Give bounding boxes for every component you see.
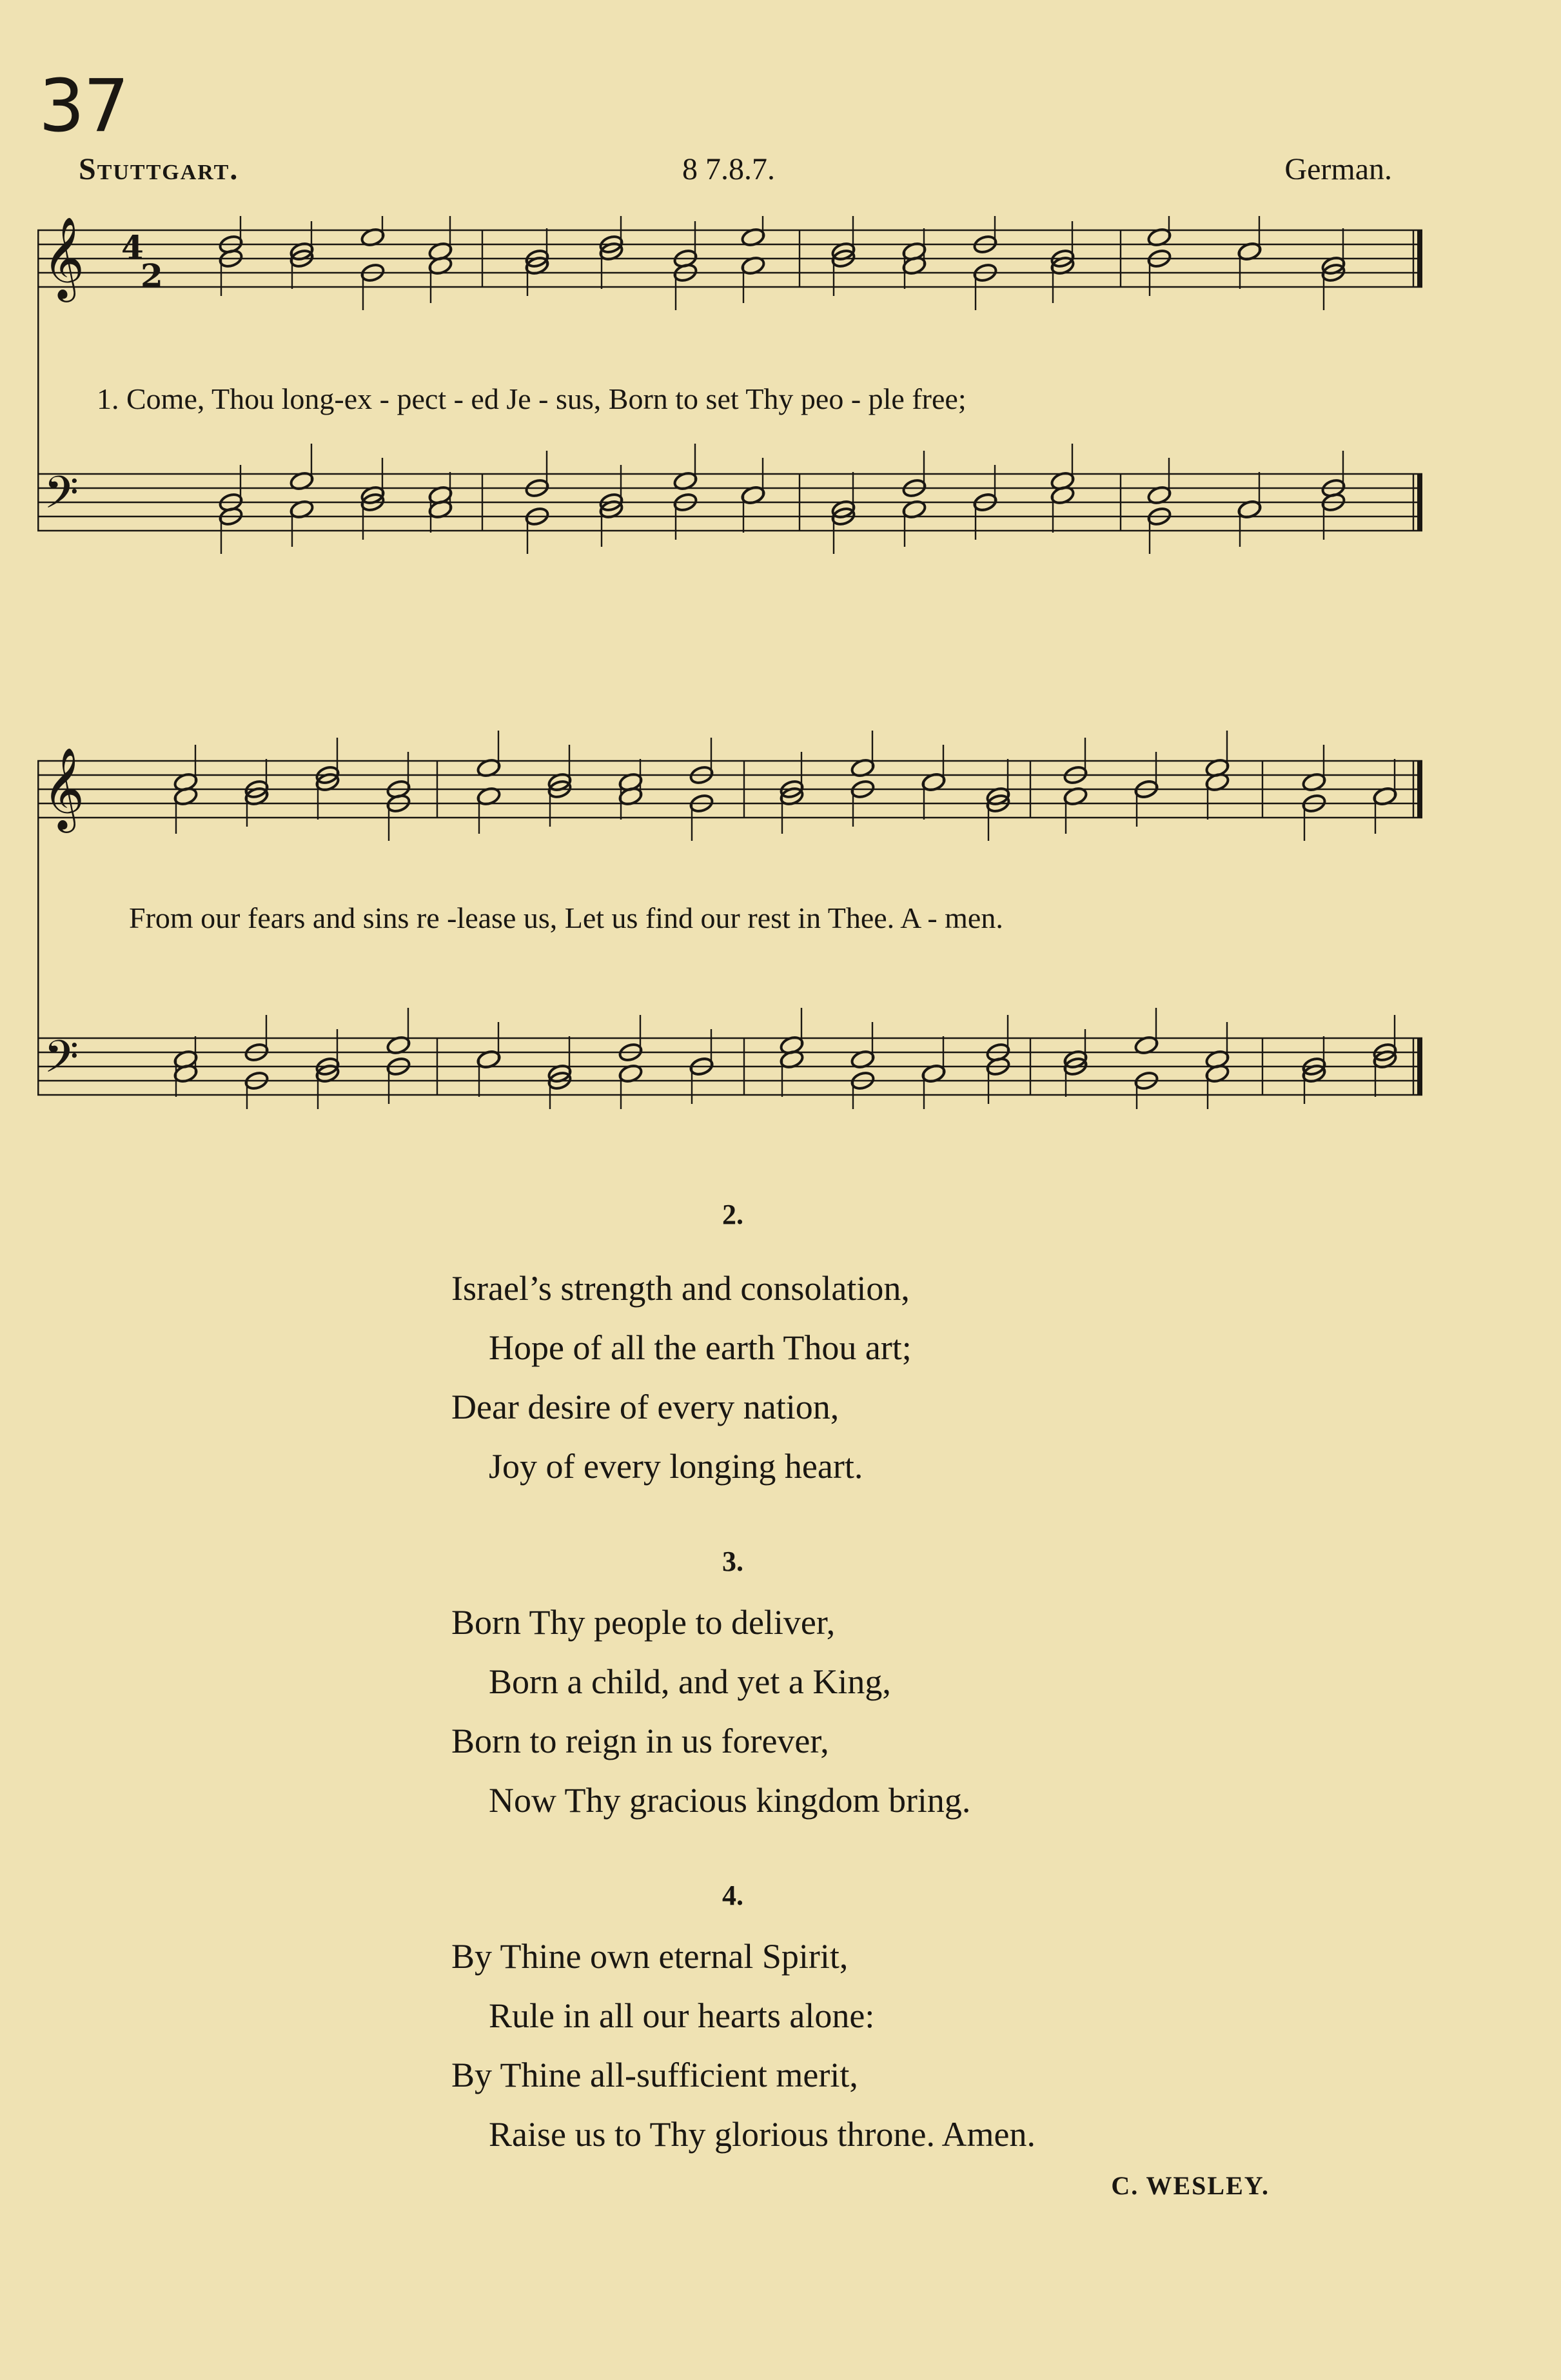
verse-line: Raise us to Thy glorious throne. Amen. [489,2115,1036,2154]
treble-clef-icon: 𝄞 [43,216,85,299]
treble-clef-icon: 𝄞 [43,747,85,829]
verse-2 [451,1259,912,1496]
time-signature-bottom: 2 [141,257,163,295]
lyric-line-1: 1. Come, Thou long-ex - pect - ed Je - sus, Born to set Thy peo - ple free; [97,382,967,415]
bass-clef-icon: 𝄢 [44,1030,79,1094]
meter: 8 7.8.7. [682,152,775,186]
verse-line: Now Thy gracious kingdom bring. [489,1781,971,1820]
lyric-line-2: From our fears and sins re -lease us, Let us find our rest in Thee. A - men. [129,901,1003,934]
verse-line: Dear desire of every nation, [451,1388,839,1426]
verse-line: Born a child, and yet a King, [489,1662,891,1701]
verse-number-4: 4. [722,1880,743,1911]
time-signature-top: 4 [121,228,144,266]
verse-line: By Thine all-sufficient merit, [451,2056,858,2094]
verse-line: Hope of all the earth Thou art; [489,1328,912,1367]
verse-line: Rule in all our hearts alone: [489,1996,875,2035]
bass-clef-icon: 𝄢 [44,466,79,529]
verse-line: By Thine own eternal Spirit, [451,1937,849,1976]
tune-origin: German. [1284,152,1392,186]
verse-line: Israel’s strength and consolation, [451,1269,910,1308]
tune-name: Stuttgart. [79,152,239,186]
verse-line: Joy of every longing heart. [489,1447,863,1486]
verse-number-3: 3. [722,1546,743,1577]
author-attribution: C. WESLEY. [1111,2171,1270,2200]
verse-line: Born Thy people to deliver, [451,1603,836,1642]
verse-number-2: 2. [722,1199,743,1230]
verse-4 [451,1927,1036,2164]
verse-3 [451,1593,970,1830]
hymn-header [0,152,1561,197]
verse-line: Born to reign in us forever, [451,1722,829,1760]
hymn-number: 37 [39,64,128,148]
